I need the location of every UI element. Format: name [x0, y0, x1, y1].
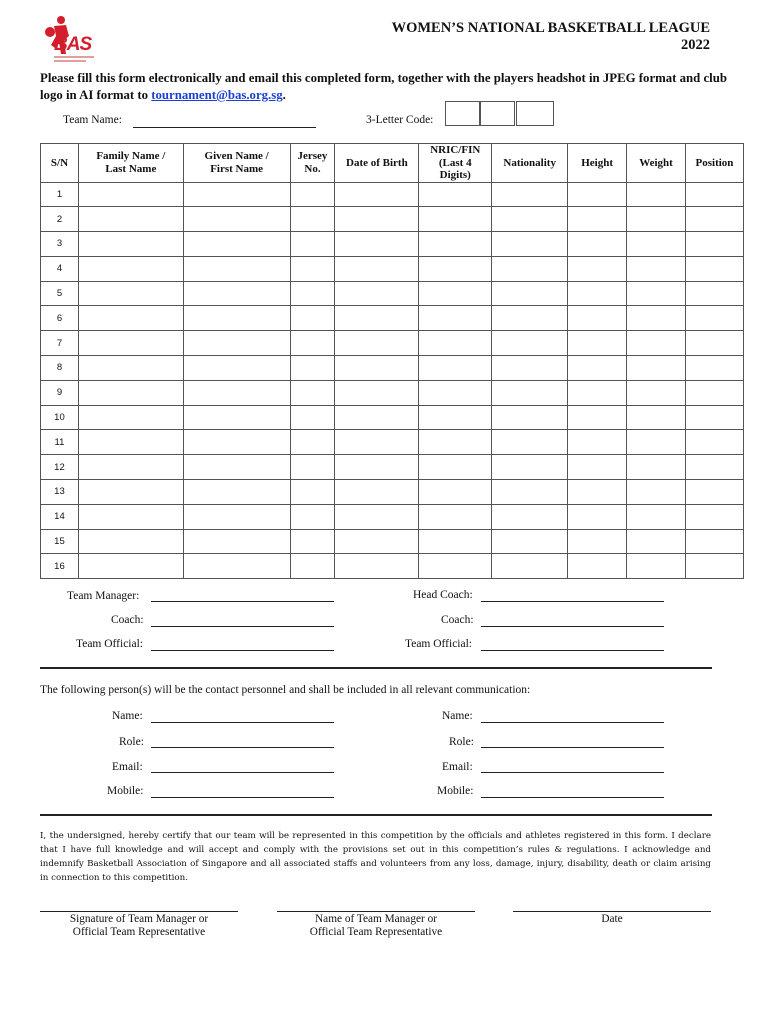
given-name-cell[interactable] [183, 331, 290, 356]
table-row [41, 529, 744, 554]
height-cell[interactable] [568, 430, 627, 455]
jersey-no-cell[interactable] [290, 455, 335, 480]
nric-fin-cell[interactable] [419, 232, 492, 257]
section-divider-2 [40, 814, 712, 816]
signature-line[interactable] [40, 911, 238, 912]
contact-name-label-right: Name: [442, 710, 473, 722]
date-of-birth-cell[interactable] [335, 182, 419, 207]
table-row [41, 207, 744, 232]
table-header-row [41, 144, 744, 183]
header-nationality: Nationality [492, 144, 568, 183]
weight-cell[interactable] [627, 256, 686, 281]
family-name-cell[interactable] [78, 281, 183, 306]
header-sn: S/N [41, 144, 79, 183]
table-row [41, 281, 744, 306]
date-of-birth-cell[interactable] [335, 405, 419, 430]
position-cell[interactable] [685, 529, 743, 554]
nric-fin-cell[interactable] [419, 380, 492, 405]
team-name-field[interactable] [133, 127, 316, 128]
table-row [41, 256, 744, 281]
coach-label-left: Coach: [111, 614, 144, 626]
row-number: 6 [41, 306, 79, 331]
height-cell[interactable] [568, 504, 627, 529]
weight-cell[interactable] [627, 306, 686, 331]
family-name-cell[interactable] [78, 529, 183, 554]
contact-name-field-right[interactable] [481, 722, 664, 723]
weight-cell[interactable] [627, 480, 686, 505]
contact-role-field-left[interactable] [151, 747, 334, 748]
given-name-cell[interactable] [183, 256, 290, 281]
header-height: Height [568, 144, 627, 183]
contact-mobile-field-right[interactable] [481, 797, 664, 798]
nationality-cell[interactable] [492, 356, 568, 381]
nric-fin-cell[interactable] [419, 182, 492, 207]
family-name-cell[interactable] [78, 356, 183, 381]
jersey-no-cell[interactable] [290, 232, 335, 257]
family-name-cell[interactable] [78, 182, 183, 207]
date-of-birth-cell[interactable] [335, 356, 419, 381]
row-number: 7 [41, 331, 79, 356]
table-row [41, 430, 744, 455]
title-line-1: WOMEN’S NATIONAL BASKETBALL LEAGUE [391, 20, 710, 36]
given-name-cell[interactable] [183, 207, 290, 232]
contact-email-label-right: Email: [442, 761, 473, 773]
given-name-cell[interactable] [183, 529, 290, 554]
table-row [41, 356, 744, 381]
height-cell[interactable] [568, 182, 627, 207]
contact-name-label-left: Name: [112, 710, 143, 722]
nationality-cell[interactable] [492, 480, 568, 505]
family-name-cell[interactable] [78, 306, 183, 331]
height-cell[interactable] [568, 207, 627, 232]
name-line[interactable] [277, 911, 475, 912]
nationality-cell[interactable] [492, 504, 568, 529]
weight-cell[interactable] [627, 405, 686, 430]
nationality-cell[interactable] [492, 405, 568, 430]
given-name-cell[interactable] [183, 182, 290, 207]
logo-tagline [54, 56, 94, 58]
family-name-cell[interactable] [78, 207, 183, 232]
contact-role-field-right[interactable] [481, 747, 664, 748]
position-cell[interactable] [685, 281, 743, 306]
given-name-cell[interactable] [183, 480, 290, 505]
weight-cell[interactable] [627, 455, 686, 480]
date-of-birth-cell[interactable] [335, 455, 419, 480]
weight-cell[interactable] [627, 529, 686, 554]
given-name-cell[interactable] [183, 455, 290, 480]
date-of-birth-cell[interactable] [335, 529, 419, 554]
jersey-no-cell[interactable] [290, 207, 335, 232]
contact-email-label-left: Email: [112, 761, 143, 773]
position-cell[interactable] [685, 256, 743, 281]
header-weight: Weight [627, 144, 686, 183]
position-cell[interactable] [685, 405, 743, 430]
nationality-cell[interactable] [492, 232, 568, 257]
section-divider-1 [40, 667, 712, 669]
date-of-birth-cell[interactable] [335, 430, 419, 455]
position-cell[interactable] [685, 182, 743, 207]
row-number: 9 [41, 380, 79, 405]
row-number: 12 [41, 455, 79, 480]
nationality-cell[interactable] [492, 380, 568, 405]
jersey-no-cell[interactable] [290, 182, 335, 207]
position-cell[interactable] [685, 455, 743, 480]
height-cell[interactable] [568, 480, 627, 505]
jersey-no-cell[interactable] [290, 256, 335, 281]
nationality-cell[interactable] [492, 430, 568, 455]
contact-email-field-right[interactable] [481, 772, 664, 773]
nric-fin-cell[interactable] [419, 455, 492, 480]
logo-tagline-2 [54, 60, 86, 62]
header-nric: NRIC/FIN (Last 4 Digits) [419, 144, 492, 183]
date-label: Date [601, 913, 623, 925]
header-given-name: Given Name / First Name [183, 144, 290, 183]
given-name-cell[interactable] [183, 232, 290, 257]
position-cell[interactable] [685, 430, 743, 455]
family-name-cell[interactable] [78, 331, 183, 356]
header-position: Position [685, 144, 743, 183]
height-cell[interactable] [568, 256, 627, 281]
contact-mobile-label-right: Mobile: [437, 785, 474, 797]
instructions [40, 70, 730, 104]
contact-role-label-right: Role: [449, 736, 474, 748]
height-cell[interactable] [568, 331, 627, 356]
jersey-no-cell[interactable] [290, 554, 335, 579]
position-cell[interactable] [685, 331, 743, 356]
nric-fin-cell[interactable] [419, 405, 492, 430]
header-family-name: Family Name / Last Name [78, 144, 183, 183]
nationality-cell[interactable] [492, 306, 568, 331]
team-official-label-right: Team Official: [405, 638, 472, 650]
table-row [41, 455, 744, 480]
title-line-2: 2022 [681, 37, 710, 53]
given-name-cell[interactable] [183, 356, 290, 381]
family-name-cell[interactable] [78, 455, 183, 480]
jersey-no-cell[interactable] [290, 380, 335, 405]
weight-cell[interactable] [627, 380, 686, 405]
jersey-no-cell[interactable] [290, 281, 335, 306]
nric-fin-cell[interactable] [419, 480, 492, 505]
date-of-birth-cell[interactable] [335, 207, 419, 232]
team-official-field-right[interactable] [481, 650, 664, 651]
team-official-label-left: Team Official: [76, 638, 143, 650]
name-label: Name of Team Manager or Official Team Representative [309, 913, 443, 938]
position-cell[interactable] [685, 232, 743, 257]
height-cell[interactable] [568, 455, 627, 480]
height-cell[interactable] [568, 405, 627, 430]
nationality-cell[interactable] [492, 455, 568, 480]
height-cell[interactable] [568, 232, 627, 257]
date-of-birth-cell[interactable] [335, 331, 419, 356]
jersey-no-cell[interactable] [290, 356, 335, 381]
letter-code-box-1[interactable] [445, 101, 480, 126]
nric-fin-cell[interactable] [419, 281, 492, 306]
family-name-cell[interactable] [78, 405, 183, 430]
given-name-cell[interactable] [183, 380, 290, 405]
height-cell[interactable] [568, 554, 627, 579]
contact-mobile-field-left[interactable] [151, 797, 334, 798]
nric-fin-cell[interactable] [419, 207, 492, 232]
nationality-cell[interactable] [492, 529, 568, 554]
nric-fin-cell[interactable] [419, 554, 492, 579]
family-name-cell[interactable] [78, 380, 183, 405]
weight-cell[interactable] [627, 182, 686, 207]
team-manager-label: Team Manager: [67, 590, 140, 602]
table-row [41, 405, 744, 430]
row-number: 16 [41, 554, 79, 579]
height-cell[interactable] [568, 529, 627, 554]
given-name-cell[interactable] [183, 306, 290, 331]
head-coach-field[interactable] [481, 601, 664, 602]
row-number: 8 [41, 356, 79, 381]
weight-cell[interactable] [627, 207, 686, 232]
team-name-label: Team Name: [63, 114, 122, 126]
position-cell[interactable] [685, 207, 743, 232]
family-name-cell[interactable] [78, 480, 183, 505]
date-of-birth-cell[interactable] [335, 480, 419, 505]
letter-code-label: 3-Letter Code: [366, 114, 434, 126]
row-number: 15 [41, 529, 79, 554]
date-of-birth-cell[interactable] [335, 554, 419, 579]
position-cell[interactable] [685, 306, 743, 331]
head-coach-label: Head Coach: [413, 589, 473, 601]
given-name-cell[interactable] [183, 430, 290, 455]
contact-email-field-left[interactable] [151, 772, 334, 773]
jersey-no-cell[interactable] [290, 480, 335, 505]
date-of-birth-cell[interactable] [335, 380, 419, 405]
nric-fin-cell[interactable] [419, 331, 492, 356]
family-name-cell[interactable] [78, 232, 183, 257]
nationality-cell[interactable] [492, 182, 568, 207]
team-official-field-left[interactable] [151, 650, 334, 651]
nric-fin-cell[interactable] [419, 430, 492, 455]
date-of-birth-cell[interactable] [335, 504, 419, 529]
date-of-birth-cell[interactable] [335, 306, 419, 331]
weight-cell[interactable] [627, 430, 686, 455]
nationality-cell[interactable] [492, 554, 568, 579]
email-link[interactable]: tournament@bas.org.sg [151, 88, 283, 102]
contact-role-label-left: Role: [119, 736, 144, 748]
row-number: 2 [41, 207, 79, 232]
position-cell[interactable] [685, 356, 743, 381]
jersey-no-cell[interactable] [290, 331, 335, 356]
nric-fin-cell[interactable] [419, 504, 492, 529]
row-number: 11 [41, 430, 79, 455]
height-cell[interactable] [568, 380, 627, 405]
nationality-cell[interactable] [492, 281, 568, 306]
row-number: 5 [41, 281, 79, 306]
team-manager-field[interactable] [151, 601, 334, 602]
nric-fin-cell[interactable] [419, 256, 492, 281]
coach-field-right[interactable] [481, 626, 664, 627]
height-cell[interactable] [568, 281, 627, 306]
contact-name-field-left[interactable] [151, 722, 334, 723]
position-cell[interactable] [685, 504, 743, 529]
table-row [41, 306, 744, 331]
letter-code-box-2[interactable] [480, 101, 515, 126]
table-row [41, 331, 744, 356]
position-cell[interactable] [685, 554, 743, 579]
row-number: 1 [41, 182, 79, 207]
given-name-cell[interactable] [183, 281, 290, 306]
nationality-cell[interactable] [492, 331, 568, 356]
header-dob: Date of Birth [335, 144, 419, 183]
nric-fin-cell[interactable] [419, 356, 492, 381]
jersey-no-cell[interactable] [290, 529, 335, 554]
date-of-birth-cell[interactable] [335, 281, 419, 306]
row-number: 13 [41, 480, 79, 505]
family-name-cell[interactable] [78, 430, 183, 455]
row-number: 4 [41, 256, 79, 281]
letter-code-box-3[interactable] [516, 101, 554, 126]
jersey-no-cell[interactable] [290, 430, 335, 455]
instructions-end: . [282, 88, 286, 102]
weight-cell[interactable] [627, 504, 686, 529]
family-name-cell[interactable] [78, 504, 183, 529]
header-jersey: Jersey No. [290, 144, 335, 183]
form-title [392, 20, 710, 54]
given-name-cell[interactable] [183, 554, 290, 579]
coach-field-left[interactable] [151, 626, 334, 627]
coach-label-right: Coach: [441, 614, 474, 626]
weight-cell[interactable] [627, 356, 686, 381]
nationality-cell[interactable] [492, 207, 568, 232]
table-row [41, 380, 744, 405]
given-name-cell[interactable] [183, 504, 290, 529]
table-row [41, 232, 744, 257]
table-row [41, 182, 744, 207]
jersey-no-cell[interactable] [290, 504, 335, 529]
row-number: 10 [41, 405, 79, 430]
weight-cell[interactable] [627, 281, 686, 306]
table-row [41, 554, 744, 579]
jersey-no-cell[interactable] [290, 306, 335, 331]
nric-fin-cell[interactable] [419, 529, 492, 554]
family-name-cell[interactable] [78, 554, 183, 579]
height-cell[interactable] [568, 356, 627, 381]
nationality-cell[interactable] [492, 256, 568, 281]
family-name-cell[interactable] [78, 256, 183, 281]
declaration-text: I, the undersigned, hereby certify that our team will be represented in this competition by the officials and athletes registered in this form. I declare that I have full knowledge and will accept and comply with the provisions set out in this competition’s rules & regulations. I acknowledge and indemnify Basketball Association of Singapore and all associated staffs and volunteers from any loss, damage, injury, disability, death or claim arising in connection to this competition. [40, 831, 711, 883]
logo-text: BAS [54, 34, 92, 55]
signature-label: Signature of Team Manager or Official Team Representative [69, 913, 209, 938]
table-row [41, 480, 744, 505]
player-roster-table [40, 143, 744, 579]
weight-cell[interactable] [627, 554, 686, 579]
jersey-no-cell[interactable] [290, 405, 335, 430]
given-name-cell[interactable] [183, 405, 290, 430]
date-line[interactable] [513, 911, 711, 912]
contact-intro: The following person(s) will be the contact personnel and shall be included in all relevant communication: [40, 684, 531, 696]
row-number: 14 [41, 504, 79, 529]
contact-mobile-label-left: Mobile: [107, 785, 144, 797]
position-cell[interactable] [685, 480, 743, 505]
height-cell[interactable] [568, 306, 627, 331]
weight-cell[interactable] [627, 331, 686, 356]
table-row [41, 504, 744, 529]
row-number: 3 [41, 232, 79, 257]
date-of-birth-cell[interactable] [335, 256, 419, 281]
position-cell[interactable] [685, 380, 743, 405]
instructions-text: Please fill this form electronically and email this completed form, together with the players headshot in JPEG format and club logo in AI format to [40, 71, 727, 102]
nric-fin-cell[interactable] [419, 306, 492, 331]
bas-logo [40, 14, 112, 66]
date-of-birth-cell[interactable] [335, 232, 419, 257]
weight-cell[interactable] [627, 232, 686, 257]
